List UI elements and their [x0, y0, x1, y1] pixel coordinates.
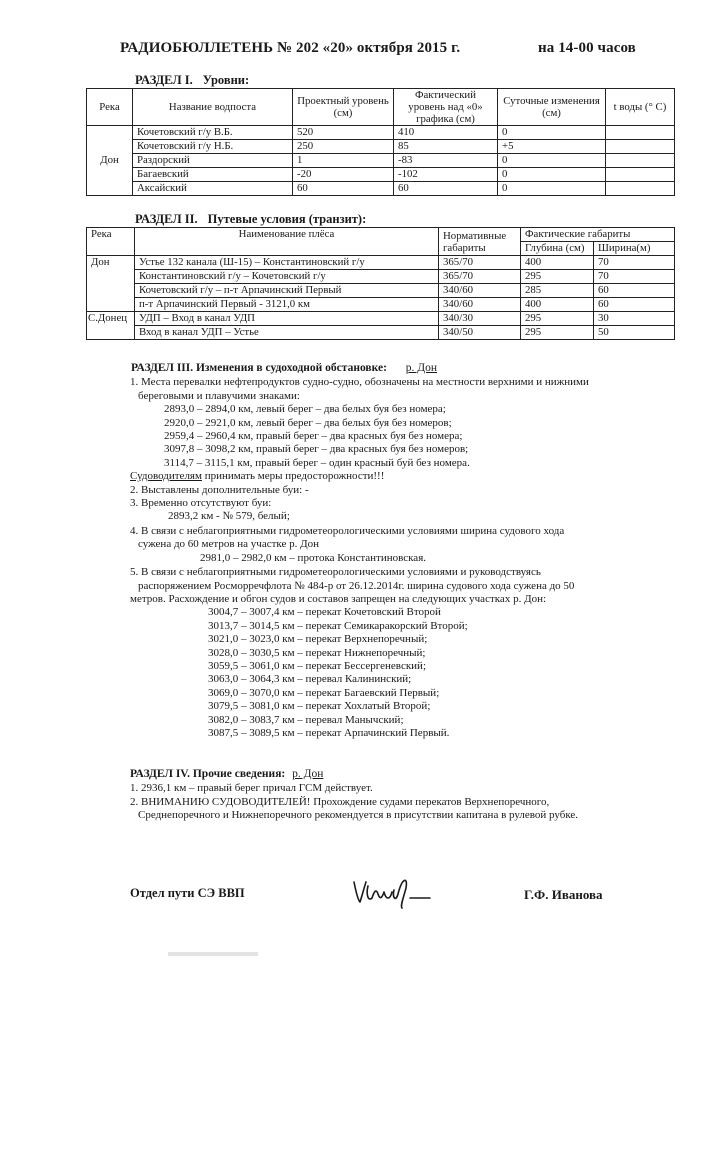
table-row	[87, 140, 675, 154]
levels-table	[86, 88, 675, 196]
handwritten-signature	[350, 872, 440, 912]
width-value: 50	[594, 326, 675, 340]
actual-level: 410	[394, 126, 498, 140]
list-item: 2959,4 – 2960,4 км, правый берег – два красных буя без номера;	[164, 430, 463, 443]
col-post: Название водпоста	[133, 89, 293, 126]
route-table	[86, 227, 675, 340]
post-name: Кочетовский г/у Н.Б.	[133, 140, 293, 154]
section4-item1: 1. 2936,1 км – правый берег причал ГСМ действует.	[130, 782, 373, 795]
table-row	[87, 154, 675, 168]
item4-value: 2981,0 – 2982,0 км – протока Константиновская.	[200, 551, 426, 564]
section4-body	[130, 768, 670, 823]
item4-text-a: 4. В связи с неблагоприятными гидрометеорологическими условиями ширина судового хода	[130, 524, 565, 537]
list-item: 3069,0 – 3070,0 км – перекат Багаевский Первый;	[208, 686, 440, 699]
item5-text-b: распоряжением Росморречфлота № 484-р от 26.12.2014г. ширина судового хода сужена до 50	[138, 579, 575, 592]
depth-value: 295	[521, 326, 594, 340]
item3-value: 2893,2 км - № 579, белый;	[168, 510, 290, 523]
item1-text-b: береговыми и плавучими знаками:	[138, 389, 300, 402]
section2-heading	[135, 212, 366, 227]
norm-dimensions: 340/60	[439, 284, 521, 298]
section3-body	[130, 362, 670, 740]
section2-subtitle: Путевые условия (транзит):	[207, 212, 367, 226]
section1-heading	[135, 73, 249, 88]
section3-river: р. Дон	[405, 362, 438, 374]
post-name: Багаевский	[133, 168, 293, 182]
depth-value: 295	[521, 270, 594, 284]
section1-subtitle: Уровни:	[202, 73, 250, 87]
route-header-row	[87, 228, 675, 242]
norm-dimensions: 365/70	[439, 256, 521, 270]
reach-name: п-т Арпачинский Первый - 3121,0 км	[135, 298, 439, 312]
reach-name: Вход в канал УДП – Устье	[135, 326, 439, 340]
river-don: Дон	[87, 126, 133, 196]
bulletin-time: на 14-00 часов	[538, 40, 636, 56]
norm-dimensions: 340/60	[439, 298, 521, 312]
water-temp	[606, 182, 675, 196]
col-project-level: Проектный уровень (см)	[293, 89, 394, 126]
river-donets: С.Донец	[87, 312, 135, 340]
actual-level: -83	[394, 154, 498, 168]
project-level: -20	[293, 168, 394, 182]
faint-mark	[168, 952, 258, 956]
section1-title: РАЗДЕЛ I.	[135, 73, 193, 87]
reach-name: УДП – Вход в канал УДП	[135, 312, 439, 326]
reach-name: Константиновский г/у – Кочетовский г/у	[135, 270, 439, 284]
norm-dimensions: 340/30	[439, 312, 521, 326]
col-actual-level: Фактический уровень над «0» графика (см)	[394, 89, 498, 126]
list-item: 3097,8 – 3098,2 км, правый берег – два красных буя без номеров;	[164, 443, 469, 456]
list-item: 3082,0 – 3083,7 км – перевал Манычский;	[208, 713, 404, 726]
table-row	[87, 298, 675, 312]
warning-line	[130, 470, 670, 483]
col-depth: Глубина (см)	[521, 242, 594, 256]
col-river: Река	[87, 228, 135, 256]
reach-name: Кочетовский г/у – п-т Арпачинский Первый	[135, 284, 439, 298]
post-name: Кочетовский г/у В.Б.	[133, 126, 293, 140]
daily-change: 0	[498, 182, 606, 196]
water-temp	[606, 140, 675, 154]
river-don: Дон	[87, 256, 135, 312]
width-value: 60	[594, 284, 675, 298]
item2-text: 2. Выставлены дополнительные буи: -	[130, 483, 309, 496]
daily-change: 0	[498, 154, 606, 168]
col-norm-dimensions: Нормативные габариты	[439, 228, 521, 256]
section4-item2-b: Среднепоречного и Нижнепоречного рекомендуется в присутствии капитана в рулевой рубке.	[138, 809, 579, 822]
signer-name: Г.Ф. Иванова	[524, 887, 603, 902]
depth-value: 400	[521, 256, 594, 270]
table-row	[87, 168, 675, 182]
post-name: Раздорский	[133, 154, 293, 168]
norm-dimensions: 365/70	[439, 270, 521, 284]
list-item: 3114,7 – 3115,1 км, правый берег – один красный буй без номера.	[164, 456, 470, 469]
list-item: 3013,7 – 3014,5 км – перекат Семикаракорский Второй;	[208, 619, 468, 632]
section3-title: РАЗДЕЛ III. Изменения в судоходной обстановке:	[131, 362, 387, 374]
section4-title: РАЗДЕЛ IV. Прочие сведения:	[130, 768, 286, 780]
depth-value: 400	[521, 298, 594, 312]
width-value: 30	[594, 312, 675, 326]
department-name: Отдел пути СЭ ВВП	[130, 886, 245, 900]
depth-value: 295	[521, 312, 594, 326]
project-level: 520	[293, 126, 394, 140]
project-level: 1	[293, 154, 394, 168]
reach-name: Устье 132 канала (Ш-15) – Константиновский г/у	[135, 256, 439, 270]
table-row	[87, 270, 675, 284]
width-value: 70	[594, 270, 675, 284]
item1-text-a: 1. Места перевалки нефтепродуктов судно-судно, обозначены на местности верхними и нижними	[130, 376, 589, 389]
list-item: 3028,0 – 3030,5 км – перекат Нижнепоречный;	[208, 646, 426, 659]
col-width: Ширина(м)	[594, 242, 675, 256]
section3-heading	[130, 362, 670, 375]
section2-title: РАЗДЕЛ II.	[135, 212, 198, 226]
norm-dimensions: 340/50	[439, 326, 521, 340]
list-item: 3059,5 – 3061,0 км – перекат Бессергеневский;	[208, 659, 426, 672]
actual-level: 85	[394, 140, 498, 154]
section4-heading	[130, 768, 670, 781]
list-item: 2893,0 – 2894,0 км, левый берег – два белых буя без номера;	[164, 403, 446, 416]
water-temp	[606, 154, 675, 168]
table-row	[87, 182, 675, 196]
bulletin-header	[120, 40, 636, 57]
section4-river: р. Дон	[292, 768, 324, 780]
item4-text-b: сужена до 60 метров на участке р. Дон	[138, 538, 319, 551]
daily-change: 0	[498, 168, 606, 182]
list-item: 3079,5 – 3081,0 км – перекат Хохлатый Второй;	[208, 700, 431, 713]
project-level: 60	[293, 182, 394, 196]
table-row	[87, 312, 675, 326]
list-item: 3063,0 – 3064,3 км – перевал Калининский;	[208, 673, 412, 686]
item5-text-a: 5. В связи с неблагоприятными гидрометеорологическими условиями и руководствуясь	[130, 566, 541, 579]
col-river: Река	[87, 89, 133, 126]
list-item: 3021,0 – 3023,0 км – перекат Верхнепоречный;	[208, 633, 428, 646]
list-item: 3087,5 – 3089,5 км – перекат Арпачинский Первый.	[208, 726, 450, 739]
list-item: 3004,7 – 3007,4 км – перекат Кочетовский Второй	[208, 606, 441, 619]
item3-text: 3. Временно отсутствуют буи:	[130, 497, 272, 510]
table-row	[87, 284, 675, 298]
daily-change: 0	[498, 126, 606, 140]
table-row	[87, 256, 675, 270]
section4-item2-a: 2. ВНИМАНИЮ СУДОВОДИТЕЛЕЙ! Прохождение судами перекатов Верхнепоречного,	[130, 795, 550, 808]
col-actual-dimensions: Фактические габариты	[521, 228, 675, 242]
daily-change: +5	[498, 140, 606, 154]
item5-text-c: метров. Расхождение и обгон судов и составов запрещен на следующих участках р. Дон:	[130, 592, 547, 605]
col-daily-change: Суточные изменения (см)	[498, 89, 606, 126]
depth-value: 285	[521, 284, 594, 298]
project-level: 250	[293, 140, 394, 154]
warning-word: Судоводителям	[130, 470, 202, 483]
table-row	[87, 326, 675, 340]
width-value: 60	[594, 298, 675, 312]
actual-level: -102	[394, 168, 498, 182]
bulletin-title: РАДИОБЮЛЛЕТЕНЬ № 202 «20» октября 2015 г.	[120, 40, 461, 56]
water-temp	[606, 168, 675, 182]
width-value: 70	[594, 256, 675, 270]
col-reach-name: Наименование плёса	[135, 228, 439, 256]
warning-rest: принимать меры предосторожности!!!	[201, 470, 385, 483]
levels-header-row	[87, 89, 675, 126]
water-temp	[606, 126, 675, 140]
actual-level: 60	[394, 182, 498, 196]
col-water-temp: t воды (° С)	[606, 89, 675, 126]
table-row	[87, 126, 675, 140]
post-name: Аксайский	[133, 182, 293, 196]
list-item: 2920,0 – 2921,0 км, левый берег – два белых буя без номеров;	[164, 416, 452, 429]
